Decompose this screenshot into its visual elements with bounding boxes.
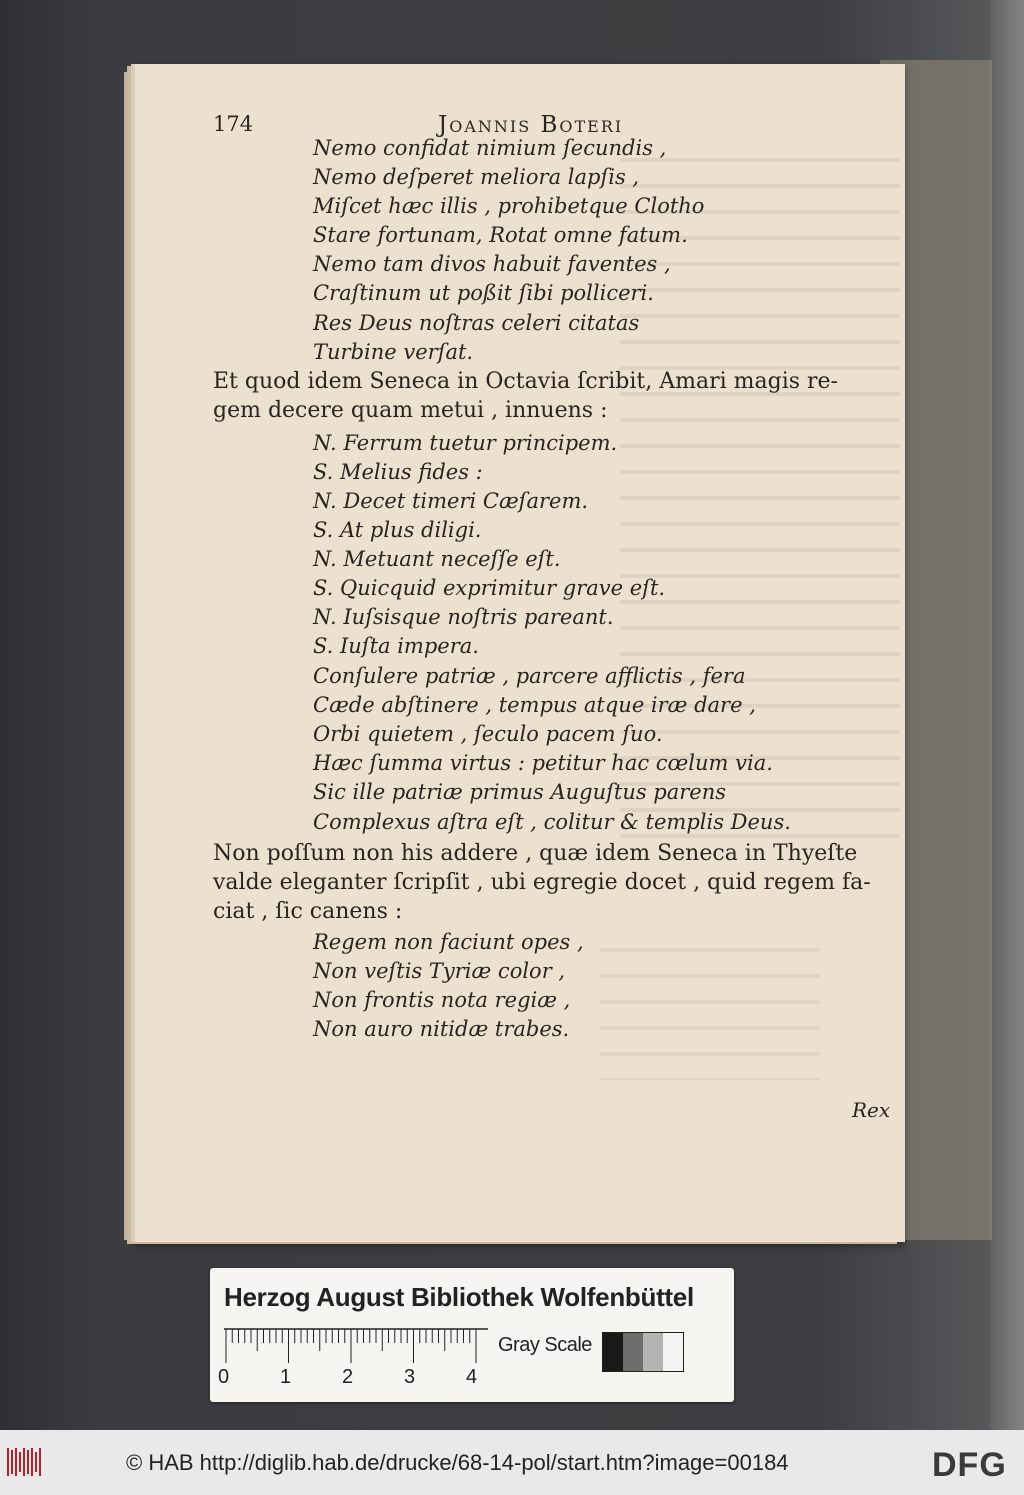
- text-line-12: S. Melius fides :: [313, 460, 483, 484]
- text-line-16: S. Quicquid exprimitur grave eſt.: [313, 576, 666, 600]
- text-line-11: N. Ferrum tuetur principem.: [313, 431, 618, 455]
- ruler-number-2: 2: [342, 1366, 354, 1388]
- text-line-22: Hæc ſumma virtus : petitur hac cœlum via.: [313, 751, 773, 775]
- ruler-number-0: 0: [218, 1366, 230, 1388]
- ruler-number-3: 3: [404, 1366, 416, 1388]
- text-line-15: N. Metuant neceſſe eſt.: [313, 547, 561, 571]
- catchword: Rex: [852, 1098, 891, 1122]
- ruler-number-4: 4: [466, 1366, 478, 1388]
- text-line-4: Stare fortunam, Rotat omne fatum.: [313, 223, 688, 247]
- text-line-9: Et quod idem Seneca in Octavia ſcribit, Amari magis re-: [213, 369, 838, 394]
- swatch-dark-gray: [623, 1333, 643, 1371]
- swatch-light-gray: [643, 1333, 663, 1371]
- show-through-text-lower: [600, 930, 820, 1080]
- text-line-18: S. Iuſta impera.: [313, 634, 479, 658]
- text-line-23: Sic ille patriæ primus Auguſtus parens: [313, 780, 727, 804]
- text-line-25: Non poſſum non his addere , quæ idem Seneca in Thyeſte: [213, 841, 858, 866]
- page-number: 174: [213, 112, 254, 136]
- color-scale-card: [210, 1268, 734, 1402]
- text-line-6: Craſtinum ut poßit ſibi polliceri.: [313, 281, 654, 305]
- swatch-black: [603, 1333, 623, 1371]
- ruler-numbers: [218, 1366, 488, 1390]
- running-head: Joannis Boteri: [438, 112, 624, 138]
- text-line-10: gem decere quam metui , innuens :: [213, 398, 608, 423]
- text-line-17: N. Iuſsisque noſtris pareant.: [313, 605, 614, 629]
- dfg-logo: DFG: [932, 1446, 1007, 1484]
- hab-bars-icon: [6, 1446, 42, 1478]
- text-line-19: Conſulere patriæ , parcere afflictis , fera: [313, 664, 746, 688]
- library-name: Herzog August Bibliothek Wolfenbüttel: [224, 1282, 694, 1312]
- footer-bar: [0, 1430, 1024, 1495]
- text-line-28: Regem non faciunt opes ,: [313, 930, 584, 954]
- text-line-27: ciat , ſic canens :: [213, 899, 403, 924]
- gray-scale-label: Gray Scale: [498, 1334, 592, 1356]
- text-line-31: Non auro nitidæ trabes.: [313, 1017, 570, 1041]
- text-line-1: Nemo confidat nimium ſecundis ,: [313, 136, 667, 160]
- text-line-8: Turbine verſat.: [313, 340, 474, 364]
- text-line-7: Res Deus noſtras celeri citatas: [313, 311, 640, 335]
- text-line-29: Non veſtis Tyriæ color ,: [313, 959, 566, 983]
- copyright-url-link[interactable]: © HAB http://diglib.hab.de/drucke/68-14-pol/start.htm?image=00184: [126, 1450, 789, 1475]
- scanner-glare: [990, 0, 1024, 1430]
- ruler: [224, 1328, 494, 1366]
- swatch-white: [663, 1333, 683, 1371]
- gray-scale-swatches: [602, 1332, 684, 1372]
- text-line-21: Orbi quietem , ſeculo pacem ſuo.: [313, 722, 663, 746]
- text-line-14: S. At plus diligi.: [313, 518, 482, 542]
- text-line-5: Nemo tam divos habuit faventes ,: [313, 252, 671, 276]
- text-line-2: Nemo deſperet meliora lapſis ,: [313, 165, 640, 189]
- text-line-20: Cæde abſtinere , tempus atque iræ dare ,: [313, 693, 756, 717]
- text-line-24: Complexus aſtra eſt , colitur & templis Deus.: [313, 810, 791, 834]
- ruler-number-1: 1: [280, 1366, 292, 1388]
- text-line-3: Miſcet hæc illis , prohibetque Clotho: [313, 194, 705, 218]
- text-line-26: valde eleganter ſcripſit , ubi egregie docet , quid regem fa-: [213, 870, 871, 895]
- text-line-13: N. Decet timeri Cæſarem.: [313, 489, 589, 513]
- text-line-30: Non frontis nota regiæ ,: [313, 988, 571, 1012]
